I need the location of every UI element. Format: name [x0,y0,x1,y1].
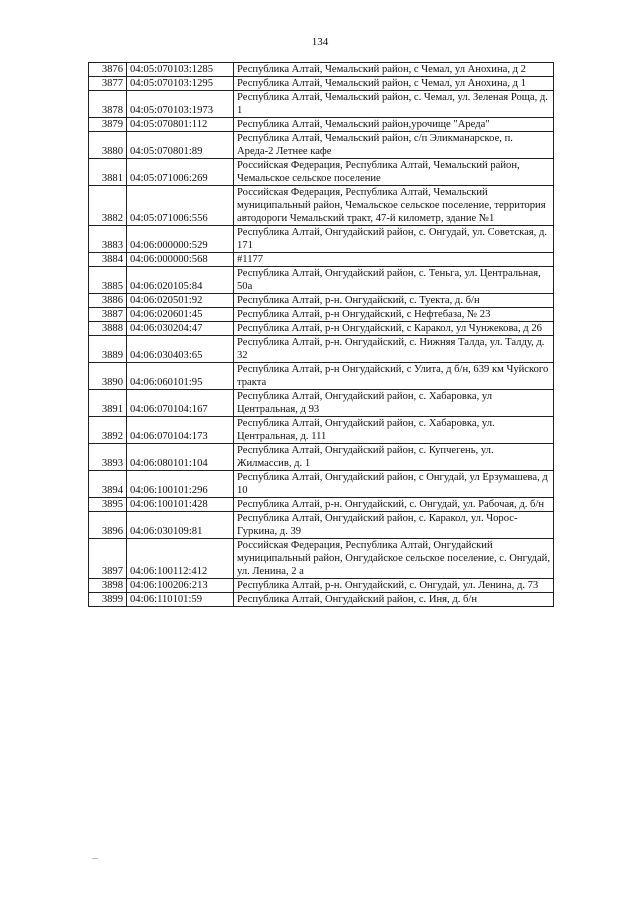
table-row [89,132,554,159]
table-row [89,322,554,336]
table-row [89,512,554,539]
cadastral-number-cell: 04:06:020601:45 [127,308,234,322]
address-cell: Республика Алтай, Онгудайский район, с. Купчегень, ул. Жилмассив, д. 1 [234,444,554,471]
cadastral-number-cell: 04:06:070104:167 [127,390,234,417]
table-row [89,363,554,390]
table-row [89,308,554,322]
table-row [89,579,554,593]
row-number-cell: 3876 [89,63,127,77]
table-row [89,118,554,132]
address-cell: Российская Федерация, Республика Алтай, Чемальский район, Чемальское сельское поселение [234,159,554,186]
cadastral-number-cell: 04:06:100101:428 [127,498,234,512]
table-row [89,226,554,253]
row-number-cell: 3880 [89,132,127,159]
cadastral-number-cell: 04:06:030204:47 [127,322,234,336]
address-cell: Республика Алтай, р-н Онгудайский, с Улита, д б/н, 639 км Чуйского тракта [234,363,554,390]
address-cell: Республика Алтай, р-н. Онгудайский, с. Онгудай, ул. Рабочая, д. б/н [234,498,554,512]
cadastral-number-cell: 04:05:070801:112 [127,118,234,132]
cadastral-number-cell: 04:05:070801:89 [127,132,234,159]
row-number-cell: 3894 [89,471,127,498]
row-number-cell: 3899 [89,593,127,607]
row-number-cell: 3889 [89,336,127,363]
row-number-cell: 3887 [89,308,127,322]
row-number-cell: 3888 [89,322,127,336]
table-row [89,444,554,471]
cadastral-number-cell: 04:06:060101:95 [127,363,234,390]
row-number-cell: 3890 [89,363,127,390]
cadastral-number-cell: 04:05:071006:556 [127,186,234,226]
table-row [89,63,554,77]
row-number-cell: 3883 [89,226,127,253]
row-number-cell: 3886 [89,294,127,308]
address-cell: Республика Алтай, Чемальский район, с Чемал, ул Анохина, д 1 [234,77,554,91]
table-row [89,390,554,417]
address-cell: Российская Федерация, Республика Алтай, Онгудайский муниципальный район, Онгудайское сельское поселение, с. Онгудай, ул. Ленина, 2 а [234,539,554,579]
address-cell: Республика Алтай, р-н. Онгудайский, с. Нижняя Талда, ул. Талду, д. 32 [234,336,554,363]
address-cell: Республика Алтай, Онгудайский район, с. Теньга, ул. Центральная, 50а [234,267,554,294]
margin-mark [92,858,98,859]
property-registry-table [88,62,554,607]
row-number-cell: 3877 [89,77,127,91]
table-row [89,498,554,512]
address-cell: Республика Алтай, р-н Онгудайский, с Нефтебаза, № 23 [234,308,554,322]
address-cell: Республика Алтай, Онгудайский район, с Онгудай, ул Ерзумашева, д 10 [234,471,554,498]
address-cell: Республика Алтай, Чемальский район, с Чемал, ул Анохина, д 2 [234,63,554,77]
table-row [89,253,554,267]
table-row [89,267,554,294]
table-row [89,91,554,118]
table-row [89,417,554,444]
row-number-cell: 3879 [89,118,127,132]
cadastral-number-cell: 04:06:020105:84 [127,267,234,294]
table-row [89,159,554,186]
cadastral-number-cell: 04:05:071006:269 [127,159,234,186]
address-cell: Республика Алтай, Чемальский район, с/п Эликманарское, п. Ареда-2 Летнее кафе [234,132,554,159]
cadastral-number-cell: 04:05:070103:1295 [127,77,234,91]
row-number-cell: 3893 [89,444,127,471]
cadastral-number-cell: 04:06:110101:59 [127,593,234,607]
address-cell: Российская Федерация, Республика Алтай, Чемальский муниципальный район, Чемальское сельское поселение, территория автодороги Чемальский тракт, 47-й километр, здание №1 [234,186,554,226]
address-cell: Республика Алтай, Чемальский район,урочище "Ареда" [234,118,554,132]
cadastral-number-cell: 04:06:070104:173 [127,417,234,444]
cadastral-number-cell: 04:06:030403:65 [127,336,234,363]
address-cell: Республика Алтай, Онгудайский район, с. Онгудай, ул. Советская, д. 171 [234,226,554,253]
row-number-cell: 3896 [89,512,127,539]
row-number-cell: 3878 [89,91,127,118]
table-row [89,186,554,226]
cadastral-number-cell: 04:06:020501:92 [127,294,234,308]
row-number-cell: 3884 [89,253,127,267]
cadastral-number-cell: 04:06:030109:81 [127,512,234,539]
cadastral-number-cell: 04:06:100206:213 [127,579,234,593]
address-cell: Республика Алтай, р-н Онгудайский, с Каракол, ул Чунжекова, д 26 [234,322,554,336]
address-cell: Республика Алтай, р-н. Онгудайский, с. Туекта, д. б/н [234,294,554,308]
row-number-cell: 3882 [89,186,127,226]
page-number: 134 [311,36,329,48]
row-number-cell: 3895 [89,498,127,512]
cadastral-number-cell: 04:06:100112:412 [127,539,234,579]
table-row [89,77,554,91]
address-cell: Республика Алтай, Онгудайский район, с. Каракол, ул. Чорос-Гуркина, д. 39 [234,512,554,539]
cadastral-number-cell: 04:05:070103:1973 [127,91,234,118]
address-cell: Республика Алтай, Онгудайский район, с. Иня, д. б/н [234,593,554,607]
registry-rows [89,63,554,607]
address-cell: Республика Алтай, Чемальский район, с. Чемал, ул. Зеленая Роща, д. 1 [234,91,554,118]
row-number-cell: 3892 [89,417,127,444]
address-cell: Республика Алтай, Онгудайский район, с. Хабаровка, ул. Центральная, д. 111 [234,417,554,444]
cadastral-number-cell: 04:06:100101:296 [127,471,234,498]
row-number-cell: 3897 [89,539,127,579]
cadastral-number-cell: 04:06:000000:568 [127,253,234,267]
row-number-cell: 3891 [89,390,127,417]
table-row [89,593,554,607]
address-cell: Республика Алтай, Онгудайский район, с. Хабаровка, ул Центральная, д 93 [234,390,554,417]
row-number-cell: 3898 [89,579,127,593]
table-row [89,294,554,308]
address-cell: #1177 [234,253,554,267]
table-row [89,539,554,579]
row-number-cell: 3881 [89,159,127,186]
cadastral-number-cell: 04:06:000000:529 [127,226,234,253]
address-cell: Республика Алтай, р-н. Онгудайский, с. Онгудай, ул. Ленина, д. 73 [234,579,554,593]
table-row [89,336,554,363]
cadastral-number-cell: 04:06:080101:104 [127,444,234,471]
row-number-cell: 3885 [89,267,127,294]
table-row [89,471,554,498]
cadastral-number-cell: 04:05:070103:1285 [127,63,234,77]
